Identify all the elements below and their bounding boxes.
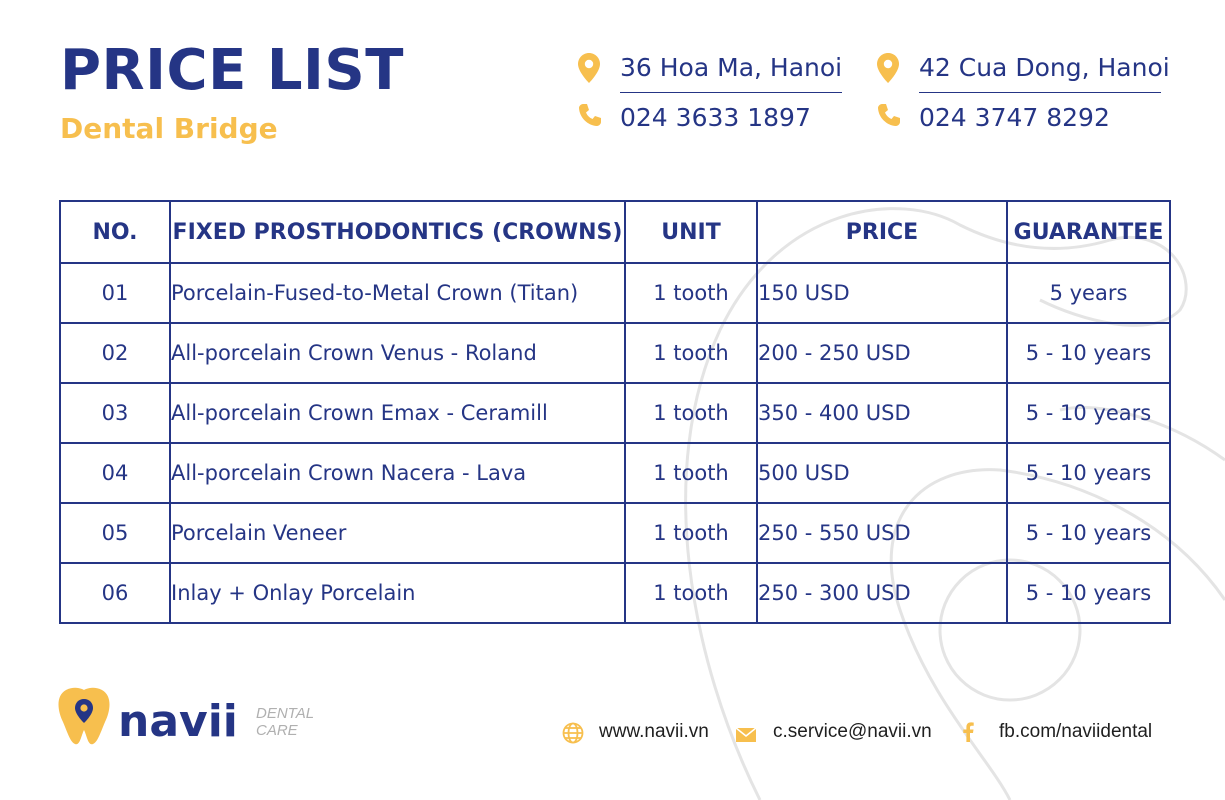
logo-tagline-care: CARE [256, 722, 298, 739]
service-unit: 1 tooth [625, 323, 757, 383]
header-no: NO. [60, 201, 170, 263]
header-unit: UNIT [625, 201, 757, 263]
service-name: Inlay + Onlay Porcelain [170, 563, 625, 623]
service-name: All-porcelain Crown Nacera - Lava [170, 443, 625, 503]
service-price: 150 USD [757, 263, 1007, 323]
branch-2-address-text: 42 Cua Dong, Hanoi [919, 53, 1170, 82]
service-guarantee: 5 - 10 years [1007, 383, 1170, 443]
row-number: 04 [60, 443, 170, 503]
row-number: 06 [60, 563, 170, 623]
page-title: PRICE LIST [60, 38, 404, 103]
tooth-logo-icon [59, 688, 110, 744]
service-guarantee: 5 - 10 years [1007, 443, 1170, 503]
row-number: 02 [60, 323, 170, 383]
service-guarantee: 5 years [1007, 263, 1170, 323]
service-unit: 1 tooth [625, 263, 757, 323]
service-guarantee: 5 - 10 years [1007, 563, 1170, 623]
table-header-row [60, 201, 1170, 263]
branch-2-phone-text: 024 3747 8292 [919, 103, 1110, 132]
page-subtitle: Dental Bridge [60, 112, 278, 145]
table-row [60, 383, 1170, 443]
branch-1-divider [620, 92, 842, 93]
service-unit: 1 tooth [625, 383, 757, 443]
table-row [60, 443, 1170, 503]
branch-1-address-text: 36 Hoa Ma, Hanoi [620, 53, 843, 82]
row-number: 05 [60, 503, 170, 563]
service-name: Porcelain Veneer [170, 503, 625, 563]
header-service: FIXED PROSTHODONTICS (CROWNS) [170, 201, 625, 263]
service-price: 350 - 400 USD [757, 383, 1007, 443]
logo-brand: navii [118, 696, 238, 747]
row-number: 01 [60, 263, 170, 323]
phone-icon [877, 103, 901, 133]
branch-1-phone-text: 024 3633 1897 [620, 103, 811, 132]
service-unit: 1 tooth [625, 443, 757, 503]
service-guarantee: 5 - 10 years [1007, 323, 1170, 383]
table-row [60, 323, 1170, 383]
globe-icon [562, 722, 584, 750]
service-name: Porcelain-Fused-to-Metal Crown (Titan) [170, 263, 625, 323]
table-row [60, 563, 1170, 623]
footer-facebook-text[interactable]: fb.com/naviidental [999, 721, 1153, 742]
header-price: PRICE [757, 201, 1007, 263]
logo-tagline-dental: DENTAL [256, 705, 315, 722]
header-guarantee: GUARANTEE [1007, 201, 1170, 263]
location-pin-icon [578, 53, 600, 89]
table-row [60, 503, 1170, 563]
service-name: All-porcelain Crown Venus - Roland [170, 323, 625, 383]
service-price: 200 - 250 USD [757, 323, 1007, 383]
branch-2-divider [919, 92, 1161, 93]
row-number: 03 [60, 383, 170, 443]
service-price: 500 USD [757, 443, 1007, 503]
facebook-icon [962, 722, 974, 748]
service-name: All-porcelain Crown Emax - Ceramill [170, 383, 625, 443]
phone-icon [578, 103, 602, 133]
footer-email-text[interactable]: c.service@navii.vn [773, 721, 932, 742]
footer-website-text[interactable]: www.navii.vn [599, 721, 709, 742]
service-unit: 1 tooth [625, 503, 757, 563]
service-price: 250 - 300 USD [757, 563, 1007, 623]
navii-logo [58, 686, 320, 752]
service-unit: 1 tooth [625, 563, 757, 623]
envelope-icon [736, 726, 756, 748]
table-row [60, 263, 1170, 323]
service-price: 250 - 550 USD [757, 503, 1007, 563]
service-guarantee: 5 - 10 years [1007, 503, 1170, 563]
location-pin-icon [877, 53, 899, 89]
price-table [59, 200, 1171, 624]
